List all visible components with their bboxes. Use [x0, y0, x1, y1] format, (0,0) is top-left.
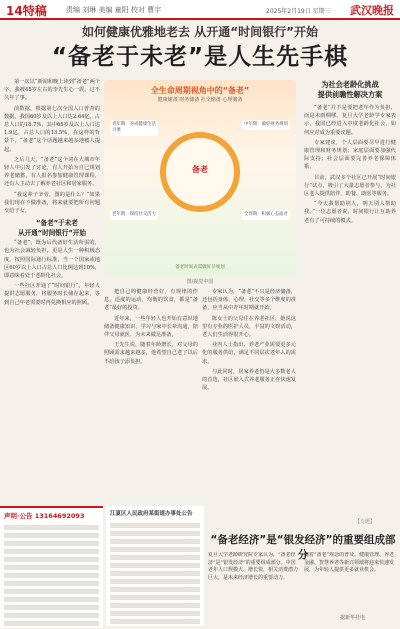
paragraph: 陈女士的父母住在养老社区，她说这里有专业的医护人员，丰富的文娱活动，老人们生活得很开心。	[202, 315, 296, 339]
paragraph: 一些社区开通了“时间银行”，年轻人提供志愿服务，将服务时长储存起来，等到自己年老需要时再兑换相应的照顾。	[4, 283, 100, 306]
middle-column-b	[202, 288, 296, 503]
byline: 据新华社电	[340, 615, 366, 621]
right-column	[304, 104, 396, 503]
paragraph: “我这辈子辛劳，图的是什么？”如果我们现在不做准备，将来就要把所有问题交给子女。	[4, 191, 100, 215]
infographic-footer: 备老时间表需做好早规划	[175, 265, 225, 270]
section-number: 14特稿	[6, 4, 47, 18]
left-column	[4, 78, 100, 503]
government-notice	[106, 506, 204, 626]
info-bubble: 青年期：养成健康生活习惯	[110, 120, 158, 136]
notice-ad	[0, 506, 103, 628]
paragraph: “今天我帮助别人，明天别人帮助我。”一位志愿者说，时间银行让互助养老有了可持续的模式。	[304, 201, 396, 224]
image-caption: 图/视觉中国	[186, 279, 214, 285]
paragraph: 之后几天，“备老”这个词在大城市年轻人中引发了讨论，有人开始为自己规划养老储蓄，有人报名参加健康管理课程，还有人主动去了解养老社区和居家服务。	[4, 156, 100, 188]
bottom-headline: “备老经济”是“银发经济”的重要组成部分	[210, 534, 396, 561]
paragraph: 前数据，根据第七次全国人口普查的数据，我国60岁及以上人口达2.64亿，占总人口的18.7%，其中65岁及以上人口达1.9亿，占总人口的13.5%。在这样的背景下，“备老”这个话题越来越多地被人提起。	[4, 105, 100, 153]
paragraph: “备老”，既为后代备好生活所需的，也为社会减轻负担，更是人生一种积极态度。按照国际通行标准，当一个国家或地区60岁以上人口占总人口比例达到10%，即意味着处于老龄化社会。	[4, 240, 100, 280]
paragraph: 专家认为，“备老”不只是经济储备，还包括身体、心理、社交等多个维度的准备，应当从中青年时期就开始。	[202, 289, 296, 312]
notice-text-block	[106, 520, 204, 627]
paragraph: 业内人士指出，养老产业需要更多元化的服务供给，满足不同层次老年人的需求。	[202, 342, 296, 365]
paragraph: 把自己的健康经营好，有规律的作息，适度的运动，均衡的饮食，都是“备老”最好的投资。	[104, 289, 198, 312]
subheading: “备老”于未老 从开通“时间银行”开始	[17, 219, 86, 238]
ring-center-label: 备老	[192, 165, 208, 174]
newspaper-name: 武汉晚报	[350, 4, 394, 17]
infographic-title: 全生命周期视角中的“备老”	[150, 86, 250, 95]
notice-title: 声明·公告 13164692093	[4, 512, 85, 520]
bottom-column-b: 随着“备老”观念的普及，健康管理、养老金融、智慧养老等新兴领域将迎来快速发展，为年轻人提供更多就业机会。	[304, 552, 395, 574]
bottom-column-a: 复旦大学老龄研究院专家认为，“备老经济”是“银发经济”的重要组成部分。中国老年人口规模大、增长快，相关消费潜力巨大，是未来经济增长的重要动力。	[208, 552, 299, 581]
paragraph: 专家建议，个人层面要尽早进行健康管理和财务规划；家庭层面要加强代际支持；社会层面要完善养老保障体系。	[304, 139, 396, 171]
side-headline: 为社会老龄化挑战 提供前瞻性解决方案	[317, 80, 383, 99]
editor-credits: 责编 刘琳 美编 童阳 校对 曹宇	[66, 6, 162, 14]
info-bubble: 老年期：保持社交活力	[110, 210, 158, 220]
notice-text-block	[0, 522, 103, 629]
main-headline: “备老于未老”是人生先手棋	[51, 44, 349, 70]
notice-title: 江夏区人民政府某街道办事处公告	[110, 511, 193, 517]
infographic-subtitle: 健康储备 财务储备 社交储备 心理储备	[157, 97, 243, 103]
middle-column-a	[104, 288, 198, 503]
section-label: 【专题】	[354, 519, 375, 525]
paragraph: “备老”并不是要把老年作为负担，而是未雨绸缪。复旦大学老龄学专家表示，我国已经进入中度老龄化社会，如何应对成为重要议题。	[304, 105, 396, 136]
infographic	[104, 80, 296, 276]
info-bubble: 中年期：做好财务规划	[242, 120, 290, 130]
paragraph: 第一次以“新闻和晚上读到“备老”两个字，我被45岁左右的李先生心一震。过不久年了事。	[4, 79, 100, 102]
kicker-headline: 如何健康优雅地老去 从开通“时间银行”开始	[82, 25, 318, 39]
paragraph: 近年来，一些年轻人也开始有意识地储备健康知识，学习与家中长辈沟通，陪伴父母就医，为未来做足准备。	[104, 315, 198, 339]
paragraph: 目前，武汉多个社区已开展“时间银行”试点，吸引了大量志愿者参与，为社区老人提供陪伴、助餐、助医等服务。	[304, 174, 396, 198]
issue-date: 2025年2月19日 星期三	[266, 8, 331, 15]
masthead	[0, 0, 400, 20]
paragraph: 与此同时，居家养老仍是大多数老人的首选，社区嵌入式养老服务正在快速发展。	[202, 368, 296, 392]
info-bubble: 全周期：积极心态面对	[242, 210, 290, 220]
paragraph: 王先生说，随着年龄增长，对父母的照顾需求越来越多，他希望自己老了以后不给孩子添负担。	[104, 342, 198, 365]
